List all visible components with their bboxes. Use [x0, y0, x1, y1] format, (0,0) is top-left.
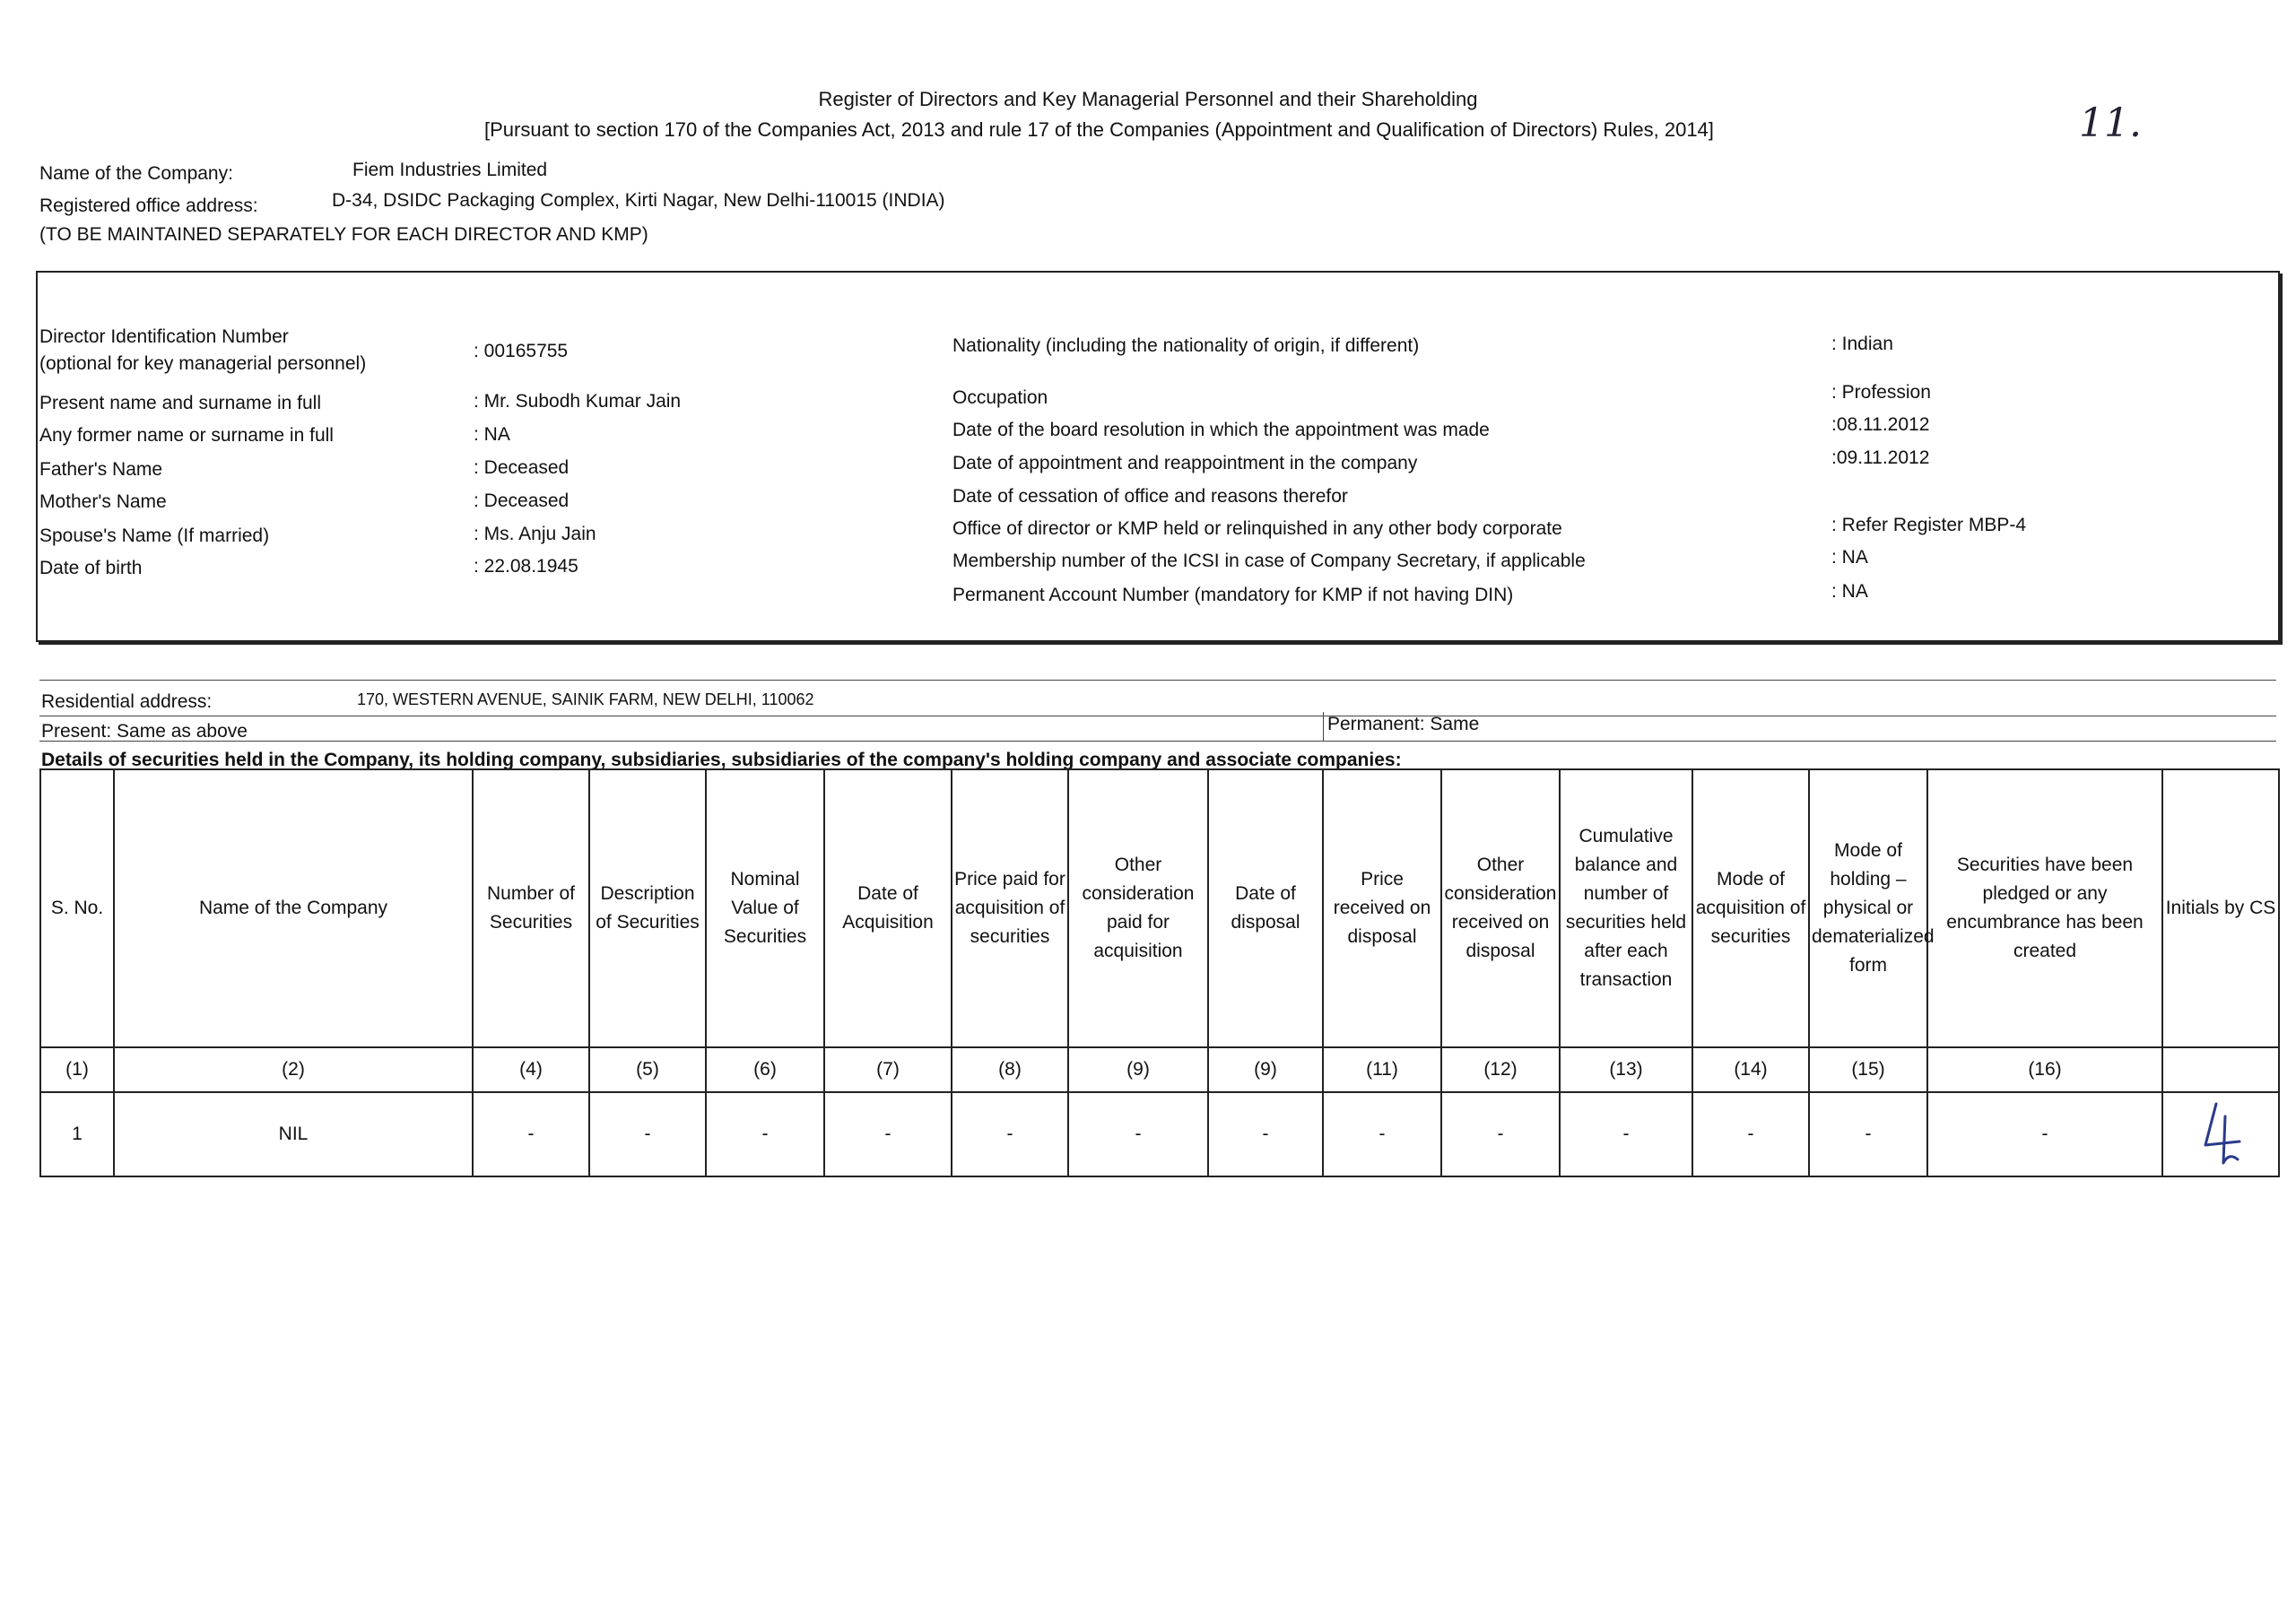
father-name-value: : Deceased	[474, 457, 570, 478]
appointment-date-value: :09.11.2012	[1831, 447, 1930, 468]
cell-value: -	[473, 1092, 589, 1176]
cell-value: -	[706, 1092, 824, 1176]
page-mark: 11.	[2079, 100, 2142, 146]
maintenance-note: (TO BE MAINTAINED SEPARATELY FOR EACH DIRECTOR AND KMP)	[39, 224, 648, 245]
col-date-acquisition: Date of Acquisition	[824, 769, 952, 1047]
col-price-received: Price received on disposal	[1323, 769, 1441, 1047]
cell-initials	[2162, 1092, 2279, 1176]
num-cell: (9)	[1208, 1047, 1323, 1092]
board-resolution-date-value: :08.11.2012	[1831, 414, 1930, 435]
num-cell: (6)	[706, 1047, 824, 1092]
num-cell	[2162, 1047, 2279, 1092]
col-mode-acquisition: Mode of acquisition of securities	[1692, 769, 1809, 1047]
appointment-date-label: Date of appointment and reappointment in the company	[952, 453, 1418, 473]
director-details-box	[36, 271, 2280, 642]
num-cell: (9)	[1068, 1047, 1208, 1092]
cell-value: -	[1692, 1092, 1809, 1176]
residential-address-value: 170, WESTERN AVENUE, SAINIK FARM, NEW DELHI, 110062	[357, 690, 814, 708]
col-other-consideration-received: Other consideration received on disposal	[1441, 769, 1560, 1047]
handwritten-initials-signature	[2189, 1098, 2252, 1170]
cell-value: -	[1441, 1092, 1560, 1176]
cell-value: -	[1809, 1092, 1927, 1176]
col-sno: S. No.	[40, 769, 114, 1047]
num-cell: (13)	[1560, 1047, 1692, 1092]
num-cell: (12)	[1441, 1047, 1560, 1092]
address-divider	[1323, 712, 1324, 741]
col-number-of-securities: Number of Securities	[473, 769, 589, 1047]
other-office-value: : Refer Register MBP-4	[1831, 515, 2027, 535]
spouse-name-value: : Ms. Anju Jain	[474, 524, 596, 544]
din-label: Director Identification Number	[39, 326, 289, 347]
num-cell: (4)	[473, 1047, 589, 1092]
occupation-value: : Profession	[1831, 382, 1931, 403]
office-address-value: D-34, DSIDC Packaging Complex, Kirti Nagar, New Delhi-110015 (INDIA)	[332, 190, 945, 211]
mother-name-label: Mother's Name	[39, 491, 167, 512]
table-row	[40, 1092, 2279, 1176]
table-number-row	[40, 1047, 2279, 1092]
residential-address-label: Residential address:	[41, 691, 213, 712]
permanent-address: Permanent: Same	[1327, 714, 1480, 734]
occupation-label: Occupation	[952, 387, 1048, 408]
col-initials: Initials by CS	[2162, 769, 2279, 1047]
col-pledged: Securities have been pledged or any encumbrance has been created	[1927, 769, 2162, 1047]
dob-label: Date of birth	[39, 558, 143, 578]
pan-label: Permanent Account Number (mandatory for KMP if not having DIN)	[952, 585, 1514, 605]
former-name-value: : NA	[474, 424, 510, 445]
col-company-name: Name of the Company	[114, 769, 473, 1047]
num-cell: (15)	[1809, 1047, 1927, 1092]
num-cell: (1)	[40, 1047, 114, 1092]
securities-table	[39, 768, 2280, 1177]
cell-value: -	[589, 1092, 706, 1176]
office-address-label: Registered office address:	[39, 195, 258, 216]
num-cell: (14)	[1692, 1047, 1809, 1092]
cell-value: -	[1323, 1092, 1441, 1176]
other-office-label: Office of director or KMP held or relinquished in any other body corporate	[952, 518, 1562, 539]
num-cell: (7)	[824, 1047, 952, 1092]
cell-value: -	[824, 1092, 952, 1176]
rule-top	[39, 680, 2276, 681]
dob-value: : 22.08.1945	[474, 556, 578, 577]
col-mode-holding: Mode of holding – physical or dematerialized form	[1809, 769, 1927, 1047]
num-cell: (5)	[589, 1047, 706, 1092]
spouse-name-label: Spouse's Name (If married)	[39, 525, 270, 546]
company-name-value: Fiem Industries Limited	[352, 160, 548, 180]
mother-name-value: : Deceased	[474, 490, 570, 511]
nationality-label: Nationality (including the nationality of origin, if different)	[952, 335, 1420, 356]
table-header-row	[40, 769, 2279, 1047]
din-value: : 00165755	[474, 341, 569, 361]
register-subtitle: [Pursuant to section 170 of the Companies Act, 2013 and rule 17 of the Companies (Appointment and Qualification of Directors) Rules, 2014]	[484, 118, 1714, 141]
pan-value: : NA	[1831, 581, 1868, 602]
num-cell: (8)	[952, 1047, 1068, 1092]
cessation-label: Date of cessation of office and reasons therefor	[952, 486, 1348, 507]
cell-value: -	[1560, 1092, 1692, 1176]
present-address: Present: Same as above	[41, 721, 248, 742]
din-label-note: (optional for key managerial personnel)	[39, 353, 367, 374]
company-name-label: Name of the Company:	[39, 163, 233, 184]
col-cumulative-balance: Cumulative balance and number of securities held after each transaction	[1560, 769, 1692, 1047]
present-name-label: Present name and surname in full	[39, 393, 322, 413]
col-nominal-value: Nominal Value of Securities	[706, 769, 824, 1047]
rule-bottom	[39, 741, 2276, 742]
col-description: Description of Securities	[589, 769, 706, 1047]
board-resolution-date-label: Date of the board resolution in which the appointment was made	[952, 420, 1490, 440]
present-name-value: : Mr. Subodh Kumar Jain	[474, 391, 682, 412]
securities-heading: Details of securities held in the Company, its holding company, subsidiaries, subsidiaries of the company's holding company and associate companies:	[41, 750, 1402, 770]
icsi-membership-value: : NA	[1831, 547, 1868, 568]
num-cell: (2)	[114, 1047, 473, 1092]
nationality-value: : Indian	[1831, 334, 1893, 354]
cell-value: -	[1208, 1092, 1323, 1176]
former-name-label: Any former name or surname in full	[39, 425, 334, 446]
cell-value: -	[1068, 1092, 1208, 1176]
register-title: Register of Directors and Key Managerial Personnel and their Shareholding	[818, 88, 1478, 110]
cell-value: -	[952, 1092, 1068, 1176]
icsi-membership-label: Membership number of the ICSI in case of Company Secretary, if applicable	[952, 551, 1586, 571]
father-name-label: Father's Name	[39, 459, 163, 480]
col-other-consideration-paid: Other consideration paid for acquisition	[1068, 769, 1208, 1047]
cell-sno: 1	[40, 1092, 114, 1176]
num-cell: (16)	[1927, 1047, 2162, 1092]
col-date-disposal: Date of disposal	[1208, 769, 1323, 1047]
cell-company-name: NIL	[114, 1092, 473, 1176]
num-cell: (11)	[1323, 1047, 1441, 1092]
col-price-paid: Price paid for acquisition of securities	[952, 769, 1068, 1047]
cell-value: -	[1927, 1092, 2162, 1176]
